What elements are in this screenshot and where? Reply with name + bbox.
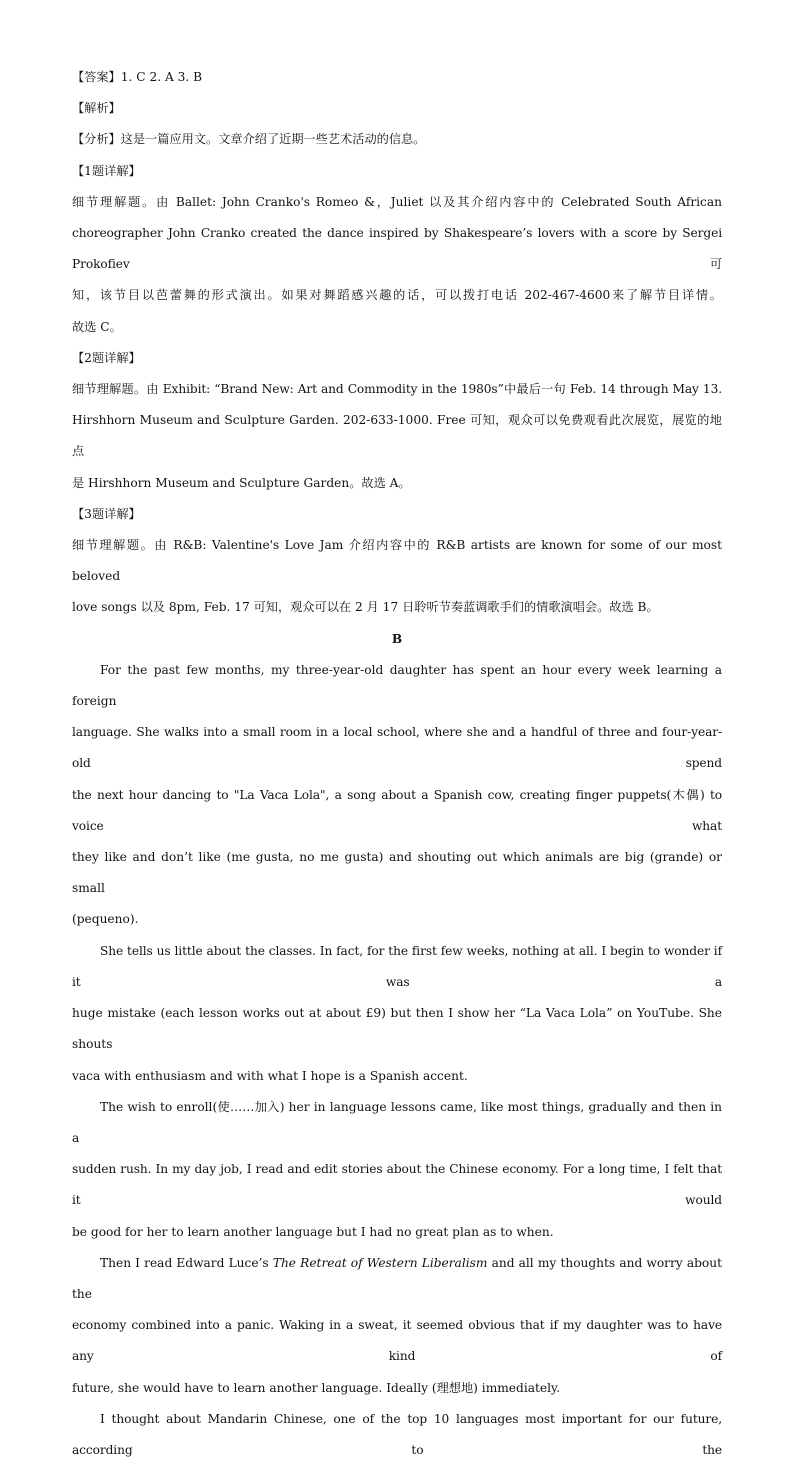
passage-line: For the past few months, my three-year-old daughter has spent an hour every week learning a foreign [72,662,722,709]
passage-text: and all my thoughts and worry about the [72,1255,722,1301]
passage-line [72,1248,722,1310]
q1-line: 知，该节目以芭蕾舞的形式演出。如果对舞蹈感兴趣的话，可以拨打电话 202-467-4600来了解节目详情。 [72,288,722,303]
q1-line: 细节理解题。由 Ballet: John Cranko's Romeo &，Juliet 以及其介绍内容中的 Celebrated South African [72,194,722,209]
passage-line: the next hour dancing to "La Vaca Lola", a song about a Spanish cow, creating finger puppets(木偶) to voice what [72,787,722,833]
q2-line: 细节理解题。由 Exhibit: “Brand New: Art and Commodity in the 1980s”中最后一句 Feb. 14 through May 13. [72,382,722,397]
q1-line: choreographer John Cranko created the dance inspired by Shakespeare’s lovers with a score by Sergei Prokofiev 可 [72,226,722,272]
passage-line: language. She walks into a small room in a local school, where she and a handful of three and four-year-old spend [72,725,722,771]
answer-line: 【答案】1. C 2. A 3. B [72,70,203,84]
passage-text: Then I read Edward Luce’s [100,1255,273,1270]
passage-line: The wish to enroll(使……加入) her in language lessons came, like most things, gradually and then in a [72,1099,722,1145]
section-title: B [391,631,403,646]
q1-line: 故选 C。 [72,319,122,334]
analysis-label: 【解析】 [72,101,121,116]
passage-line: they like and don’t like (me gusta, no me gusta) and shouting out which animals are big (grande) or small [72,850,722,896]
passage-line: future, she would have to learn another language. Ideally (理想地) immediately. [72,1380,561,1395]
passage-line: huge mistake (each lesson works out at about £9) but then I show her “La Vaca Lola” on YouTube. She shouts [72,1006,722,1052]
q2-line: 是 Hirshhorn Museum and Sculpture Garden。故选 A。 [72,475,411,490]
passage-line: I thought about Mandarin Chinese, one of the top 10 languages most important for our future, according to the [72,1411,722,1457]
q2-line: Hirshhorn Museum and Sculpture Garden. 202-633-1000. Free 可知，观众可以免费观看此次展览，展览的地点 [72,413,722,459]
passage-line: She tells us little about the classes. In fact, for the first few weeks, nothing at all. I begin to wonder if it was a [72,943,722,989]
q1-heading: 【1题详解】 [72,163,141,178]
passage-line: be good for her to learn another language but I had no great plan as to when. [72,1224,554,1239]
q2-heading: 【2题详解】 [72,350,141,365]
document-page [72,62,722,1466]
passage-line: vaca with enthusiasm and with what I hope is a Spanish accent. [72,1068,468,1083]
q3-heading: 【3题详解】 [72,506,141,521]
q3-line: 细节理解题。由 R&B: Valentine's Love Jam 介绍内容中的 R&B artists are known for some of our most beloved [72,538,722,584]
overview-line: 【分析】这是一篇应用文。文章介绍了近期一些艺术活动的信息。 [72,132,426,147]
book-title: The Retreat of Western Liberalism [272,1255,488,1270]
passage-line: sudden rush. In my day job, I read and edit stories about the Chinese economy. For a long time, I felt that it would [72,1162,722,1208]
q3-line: love songs 以及 8pm, Feb. 17 可知，观众可以在 2 月 17 日聆听节奏蓝调歌手们的情歌演唱会。故选 B。 [72,600,659,615]
passage-line: (pequeno). [72,912,139,927]
passage-line: economy combined into a panic. Waking in a sweat, it seemed obvious that if my daughter was to have any kind of [72,1318,722,1364]
